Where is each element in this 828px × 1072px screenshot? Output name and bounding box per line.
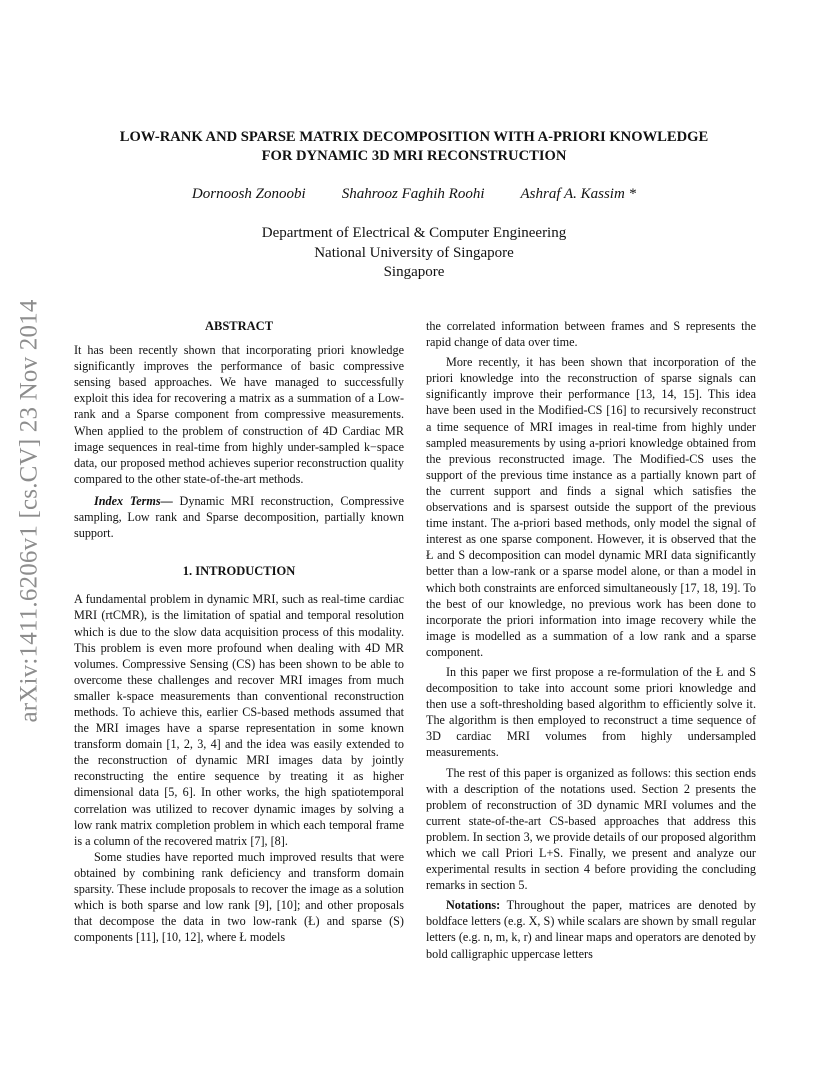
right-paragraph-3: The rest of this paper is organized as follows: this section ends with a description of the notations used. Section 2 presents the problem of reconstruction of 3D dynamic MRI volumes and the current state-of-the-art CS-based approaches that address this problem. In section 3, we provide details of our proposed algorithm which we call Priori L+S. Finally, we present and analyze our experimental results in section 4 before providing the concluding remarks in section 5. <box>426 765 756 893</box>
title-line-1: LOW-RANK AND SPARSE MATRIX DECOMPOSITION WITH A-PRIORI KNOWLEDGE <box>119 129 709 145</box>
paper-title <box>60 128 768 166</box>
index-terms <box>74 493 404 541</box>
notations-label: Notations: <box>446 898 501 913</box>
author-list <box>60 186 768 203</box>
introduction-heading: 1. INTRODUCTION <box>182 564 296 579</box>
right-column <box>426 318 756 962</box>
intro-paragraph-1: A fundamental problem in dynamic MRI, such as real-time cardiac MRI (rtCMR), is the limitation of spatial and temporal resolution which is due to the slow data acquisition process of this modality. This problem is even more profound when dealing with 4D MR volumes. Compressive Sensing (CS) has been shown to be able to overcome these challenges and recover MRI images from much smaller k-space measurements than conventional reconstruction methods. To achieve this, earlier CS-based methods assumed that the MRI images have a sparse representation in some known transform domain [1, 2, 3, 4] and the idea was easily extended to the reconstruction of dynamic MRI images data by jointly reconstructing the entire sequence by treating it as higher dimensional data [5, 6]. In other works, the high spatiotemporal correlation was utilized to recover dynamic images by solving a low rank matrix completion problem in which each temporal frame is a column of the recovered matrix [7], [8]. <box>74 592 404 848</box>
author-1: Dornoosh Zonoobi <box>191 186 306 202</box>
affiliation-country: Singapore <box>383 264 445 280</box>
index-terms-label: Index Terms— <box>94 493 173 508</box>
right-paragraph-0: the correlated information between frames and S represents the rapid change of data over time. <box>426 319 756 350</box>
author-3: Ashraf A. Kassim * <box>520 186 637 202</box>
index-terms-text: Dynamic MRI reconstruction, Compressive sampling, Low rank and Sparse decomposition, partially known support. <box>74 493 404 541</box>
arxiv-identifier[interactable]: arXiv:1411.6206v1 [cs.CV] 23 Nov 2014 <box>16 298 44 723</box>
left-column <box>74 318 404 945</box>
intro-paragraph-2: Some studies have reported much improved results that were obtained by combining rank deficiency and transform domain sparsity. These include proposals to recover the image as a solution which is both sparse and low rank [9], [10]; and other proposals that decompose the data in two low-rank (Ł) and sparse (S) components [11], [10, 12], where Ł models <box>74 849 404 945</box>
notations-text: Throughout the paper, matrices are denoted by boldface letters (e.g. X, S) while scalars are shown by small regular letters (e.g. n, m, k, r) and linear maps and operators are denoted by bold calligraphic uppercase letters <box>426 898 756 961</box>
affiliation <box>60 224 768 283</box>
right-paragraph-2: In this paper we first propose a re-formulation of the Ł and S decomposition to take into account some priori knowledge and then use a soft-thresholding based algorithm to efficiently solve it. The algorithm is then employed to reconstruct a time sequence of 3D cardiac MRI volumes from highly undersampled measurements. <box>426 664 756 760</box>
arxiv-identifier-margin <box>10 258 50 763</box>
notations-paragraph <box>426 897 756 961</box>
affiliation-university: National University of Singapore <box>314 244 514 261</box>
title-line-2: FOR DYNAMIC 3D MRI RECONSTRUCTION <box>261 148 567 164</box>
abstract-heading: ABSTRACT <box>204 319 274 333</box>
affiliation-department: Department of Electrical & Computer Engineering <box>261 225 567 241</box>
abstract-text: It has been recently shown that incorporating priori knowledge significantly improves the performance of basic compressive sensing based approaches. We have managed to successfully exploit this idea for recovering a matrix as a summation of a Low-rank and a Sparse component from compressive measurements. When applied to the problem of construction of 4D Cardiac MR image sequences in real-time from highly under-sampled k−space data, our proposed method achieves superior reconstruction quality compared to the other state-of-the-art methods. <box>74 343 404 486</box>
author-2: Shahrooz Faghih Roohi <box>341 186 485 202</box>
right-paragraph-1: More recently, it has been shown that incorporation of the priori knowledge into the reconstruction of sparse signals can significantly improve their performance [13, 14, 15]. This idea have been used in the Modified-CS [16] to recursively reconstruct a time sequence of MRI images in real-time from highly under sampled measurements by using a-priori knowledge obtained from the previous reconstructed image. The Modified-CS uses the support of the previous time instance as a partially known part of the current support and finds a signal which satisfies the observations and is sparsest outside the support of the previous time instant. The a-priori based methods, only model the signal of interest as one sparse component. However, it is observed that the Ł and S decomposition can model dynamic MRI data significantly better than a low-rank or a sparse model alone, or than a model in which both constraints are enforced simultaneously [17, 18, 19]. To the best of our knowledge, no previous work has been done to incorporate the priori information into image recovery while the image is modelled as a summation of a low rank and a sparse component. <box>426 355 756 659</box>
